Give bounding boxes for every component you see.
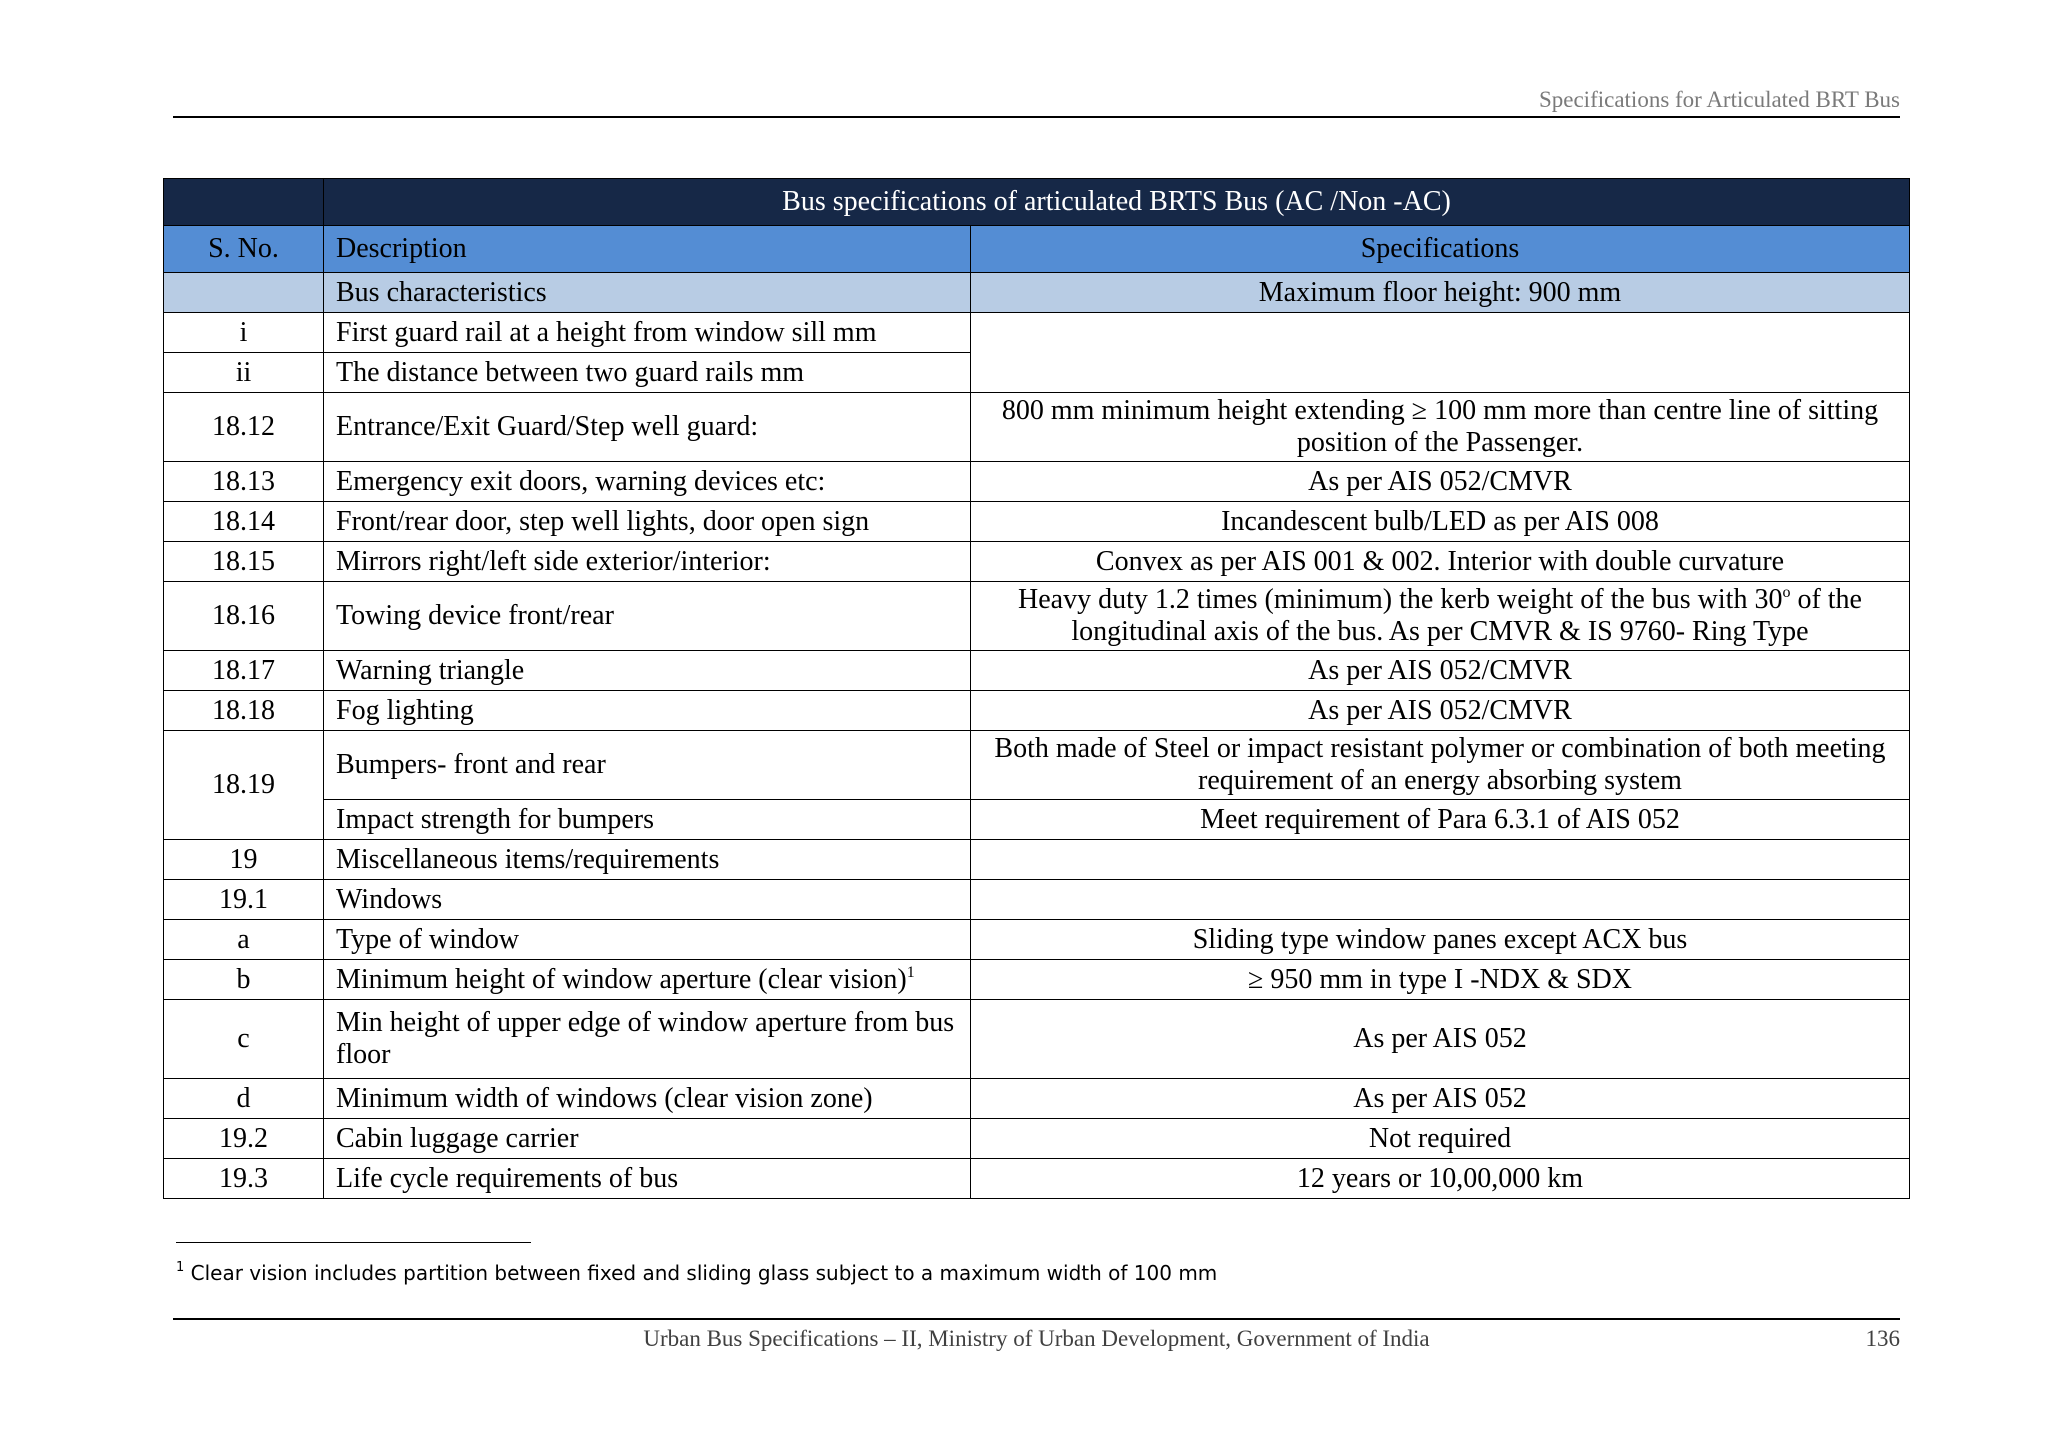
- row-spec: Incandescent bulb/LED as per AIS 008: [971, 502, 1910, 542]
- table-row: [164, 542, 1910, 582]
- table-row: [164, 502, 1910, 542]
- row-sno: 18.13: [164, 462, 324, 502]
- footnote-marker: 1: [176, 1260, 185, 1275]
- description-text: Minimum height of window aperture (clear vision): [336, 963, 907, 995]
- row-spec: As per AIS 052: [971, 1000, 1910, 1079]
- row-sno: 19: [164, 840, 324, 880]
- table-row: [164, 960, 1910, 1000]
- row-spec: Both made of Steel or impact resistant polymer or combination of both meeting requirement of an energy absorbing system: [971, 731, 1910, 800]
- spec-table: [163, 178, 1910, 1199]
- row-spec: [971, 582, 1910, 651]
- row-description: Minimum width of windows (clear vision zone): [324, 1079, 971, 1119]
- table-row: [164, 731, 1910, 800]
- row-description: Windows: [324, 880, 971, 920]
- footnote: [176, 1260, 1217, 1286]
- row-sno: 18.15: [164, 542, 324, 582]
- row-description: Fog lighting: [324, 691, 971, 731]
- row-description: Life cycle requirements of bus: [324, 1159, 971, 1199]
- row-sno: a: [164, 920, 324, 960]
- row-spec: As per AIS 052/CMVR: [971, 691, 1910, 731]
- row-sno: c: [164, 1000, 324, 1079]
- row-sno: 18.17: [164, 651, 324, 691]
- table-header-row: [164, 226, 1910, 273]
- row-description: Warning triangle: [324, 651, 971, 691]
- col-header-sno: S. No.: [164, 226, 324, 273]
- row-sno: 18.19: [164, 731, 324, 840]
- footer-rule: [173, 1318, 1900, 1320]
- row-sno: 18.14: [164, 502, 324, 542]
- row-spec: 800 mm minimum height extending ≥ 100 mm more than centre line of sitting position of the Passenger.: [971, 393, 1910, 462]
- row-description: Towing device front/rear: [324, 582, 971, 651]
- row-sno: d: [164, 1079, 324, 1119]
- row-description: Emergency exit doors, warning devices etc:: [324, 462, 971, 502]
- row-spec: 12 years or 10,00,000 km: [971, 1159, 1910, 1199]
- row-sno: 19.3: [164, 1159, 324, 1199]
- spec-text-part: of the longitudinal axis of the bus. As per CMVR & IS 9760- Ring Type: [1071, 584, 1862, 647]
- row-description: Entrance/Exit Guard/Step well guard:: [324, 393, 971, 462]
- title-blank-cell: [164, 179, 324, 226]
- table-row: [164, 313, 1910, 353]
- table-row: [164, 462, 1910, 502]
- col-header-specifications: Specifications: [971, 226, 1910, 273]
- row-description: Front/rear door, step well lights, door open sign: [324, 502, 971, 542]
- row-description: Min height of upper edge of window aperture from bus floor: [324, 1000, 971, 1079]
- spec-text-part: Heavy duty 1.2 times (minimum) the kerb weight of the bus with 30: [1018, 584, 1783, 615]
- header-rule: [173, 116, 1900, 118]
- row-sno: b: [164, 960, 324, 1000]
- table-row: [164, 1000, 1910, 1079]
- table-title: Bus specifications of articulated BRTS Bus (AC /Non -AC): [324, 179, 1910, 226]
- row-description: Impact strength for bumpers: [324, 800, 971, 840]
- row-spec: As per AIS 052/CMVR: [971, 651, 1910, 691]
- table-row: [164, 1119, 1910, 1159]
- row-sno: 19.2: [164, 1119, 324, 1159]
- row-sno: 18.16: [164, 582, 324, 651]
- row-sno: 18.18: [164, 691, 324, 731]
- page-number: 136: [1865, 1326, 1900, 1351]
- row-spec: [971, 313, 1910, 393]
- row-sno: 19.1: [164, 880, 324, 920]
- row-sno: ii: [164, 353, 324, 393]
- table-title-row: [164, 179, 1910, 226]
- row-spec: Sliding type window panes except ACX bus: [971, 920, 1910, 960]
- section-row: [164, 273, 1910, 313]
- row-description: Cabin luggage carrier: [324, 1119, 971, 1159]
- table-row: [164, 800, 1910, 840]
- row-spec: As per AIS 052: [971, 1079, 1910, 1119]
- table-row: [164, 1079, 1910, 1119]
- table-row: [164, 1159, 1910, 1199]
- row-description: Mirrors right/left side exterior/interior:: [324, 542, 971, 582]
- footnote-text: Clear vision includes partition between fixed and sliding glass subject to a maximum width of 100 mm: [190, 1261, 1218, 1285]
- footnote-rule: [176, 1242, 531, 1243]
- col-header-description: Description: [324, 226, 971, 273]
- row-description: [324, 960, 971, 1000]
- row-spec: ≥ 950 mm in type I -NDX & SDX: [971, 960, 1910, 1000]
- row-description: Miscellaneous items/requirements: [324, 840, 971, 880]
- row-spec: Convex as per AIS 001 & 002. Interior with double curvature: [971, 542, 1910, 582]
- table-row: [164, 393, 1910, 462]
- footer-text: Urban Bus Specifications – II, Ministry of Urban Development, Government of India: [643, 1326, 1430, 1351]
- row-description: Type of window: [324, 920, 971, 960]
- row-description: First guard rail at a height from window sill mm: [324, 313, 971, 353]
- row-spec: Not required: [971, 1119, 1910, 1159]
- row-description: The distance between two guard rails mm: [324, 353, 971, 393]
- table-row: [164, 840, 1910, 880]
- section-sno: [164, 273, 324, 313]
- degree-superscript: o: [1782, 584, 1791, 601]
- section-description: Bus characteristics: [324, 273, 971, 313]
- section-spec: Maximum floor height: 900 mm: [971, 273, 1910, 313]
- table-row: [164, 691, 1910, 731]
- row-sno: 18.12: [164, 393, 324, 462]
- row-description: Bumpers- front and rear: [324, 731, 971, 800]
- table-row: [164, 920, 1910, 960]
- row-spec: [971, 880, 1910, 920]
- table-row: [164, 582, 1910, 651]
- row-spec: [971, 840, 1910, 880]
- row-spec: As per AIS 052/CMVR: [971, 462, 1910, 502]
- footnote-ref: 1: [906, 963, 915, 981]
- table-row: [164, 880, 1910, 920]
- running-header: Specifications for Articulated BRT Bus: [1538, 87, 1900, 112]
- row-sno: i: [164, 313, 324, 353]
- table-row: [164, 651, 1910, 691]
- row-spec: Meet requirement of Para 6.3.1 of AIS 052: [971, 800, 1910, 840]
